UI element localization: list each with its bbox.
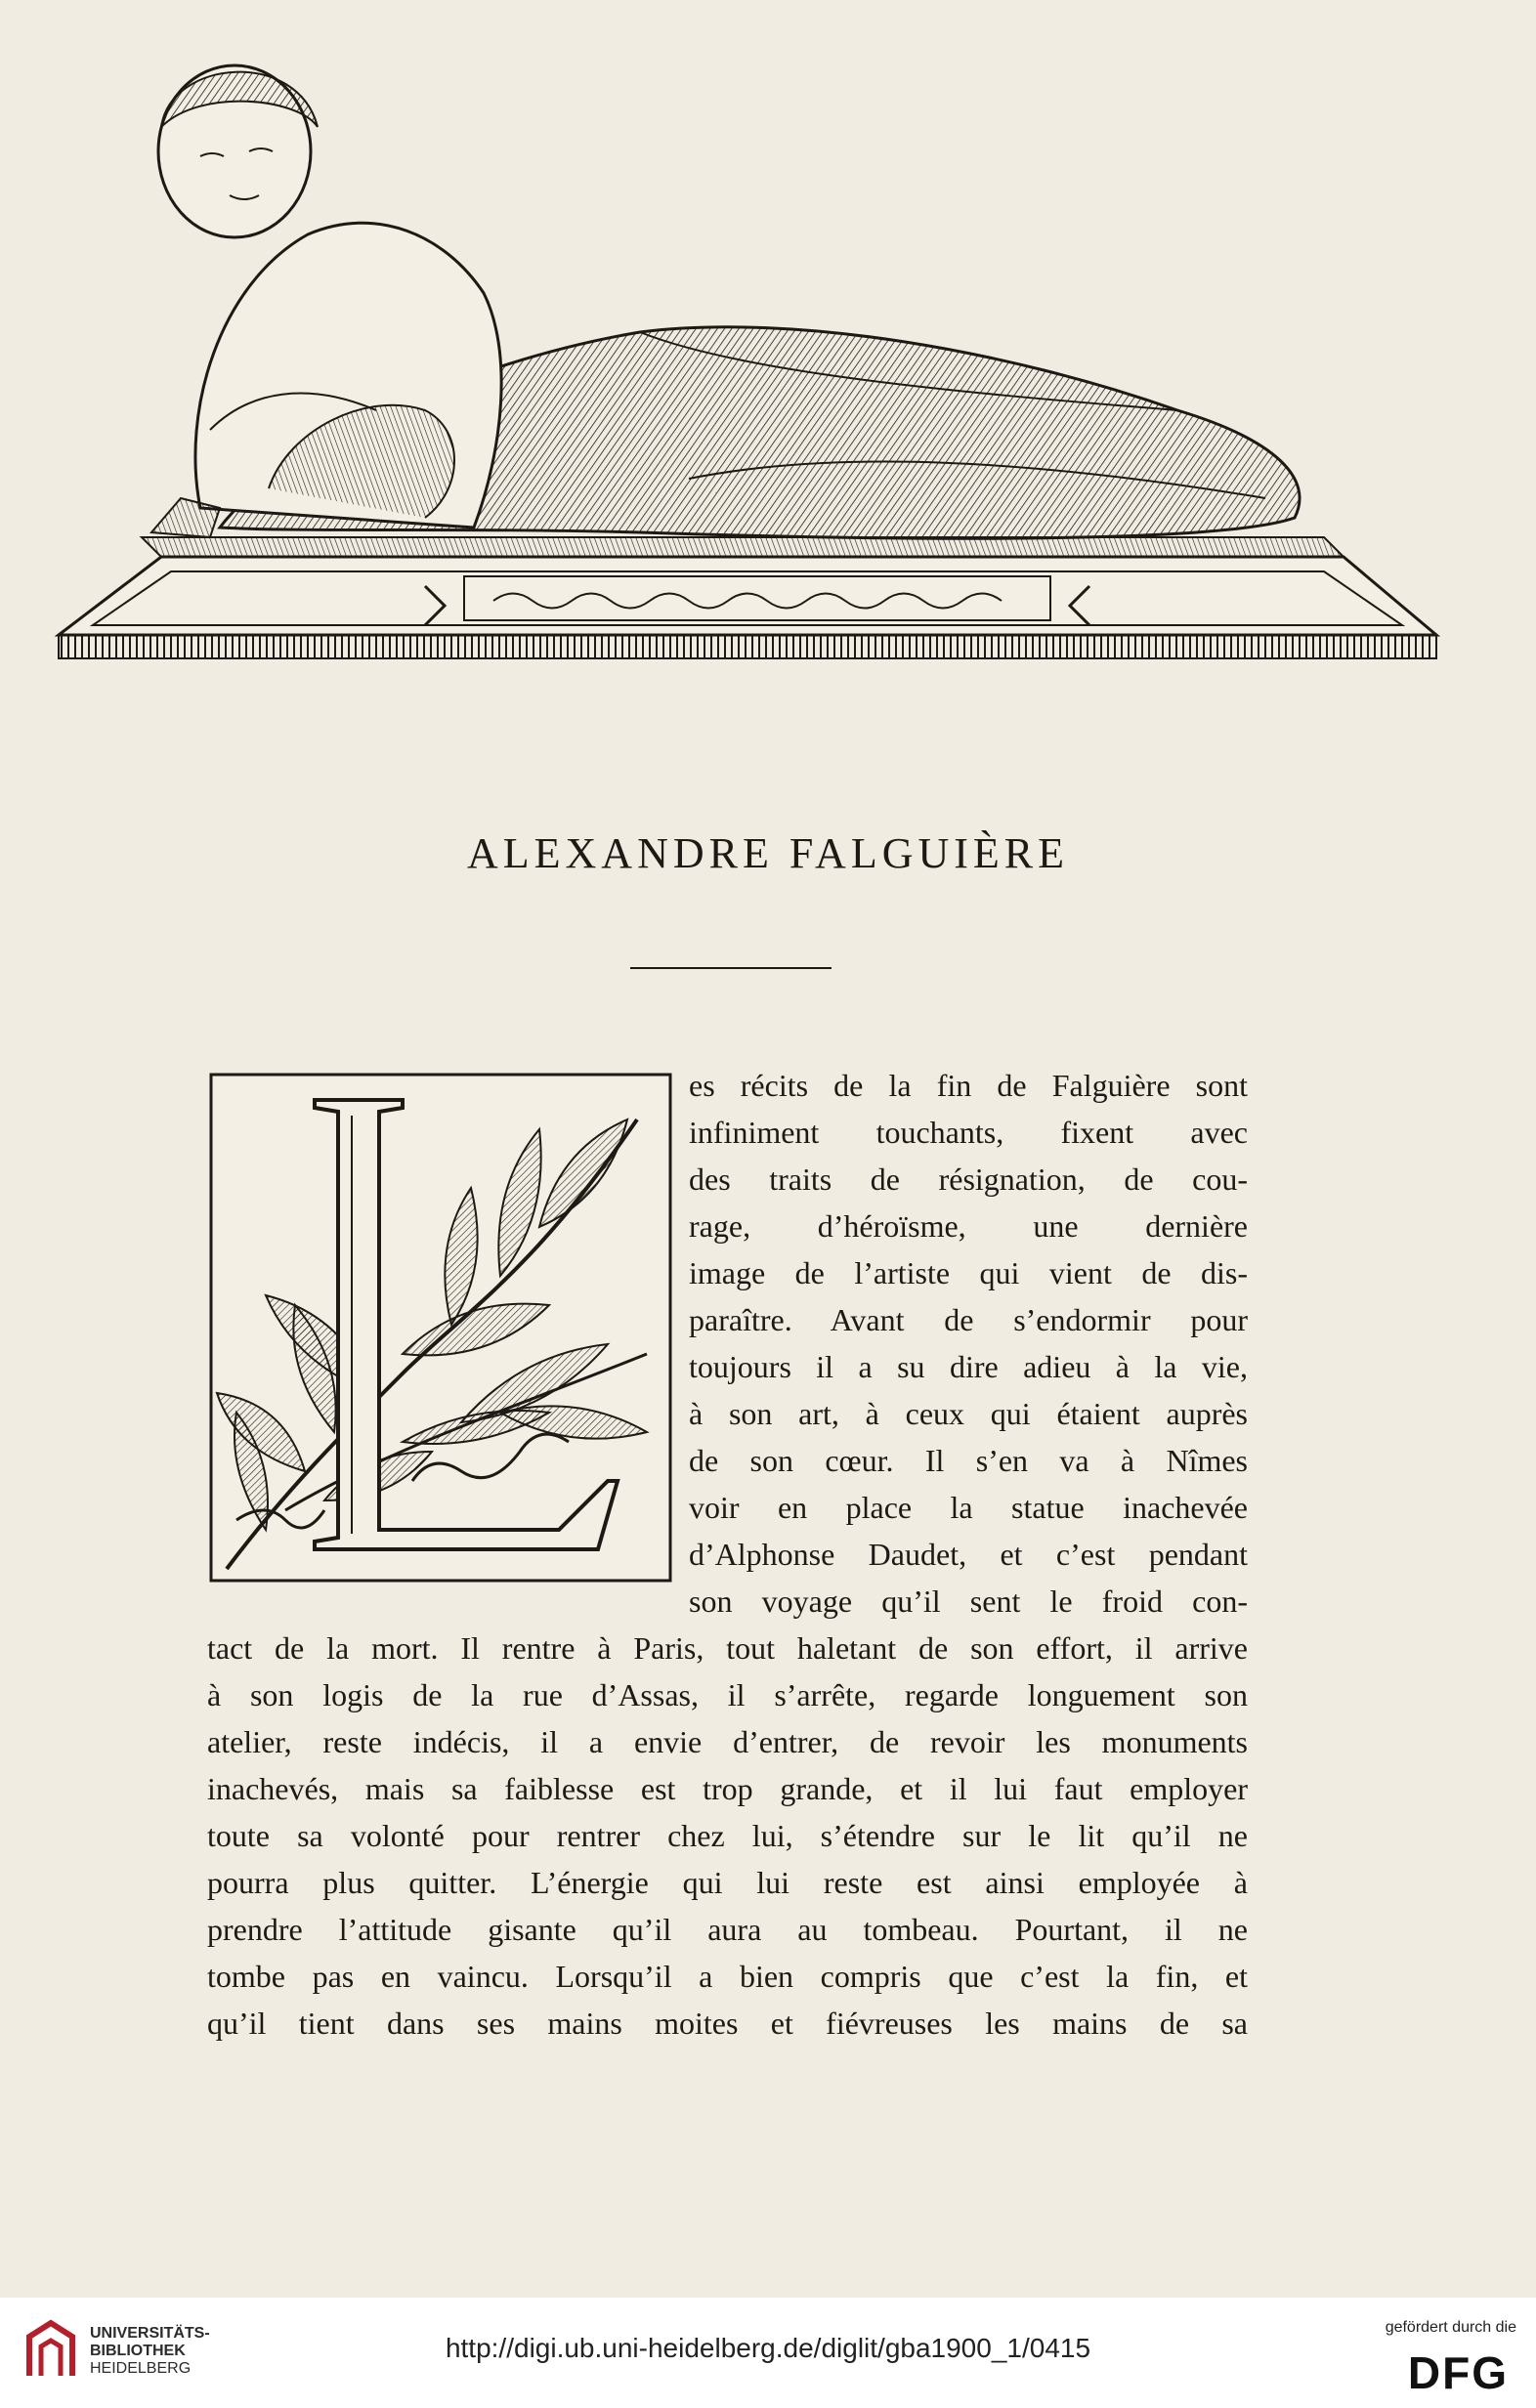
dfg-logo: DFG <box>1407 2347 1509 2398</box>
library-name-line: HEIDELBERG <box>90 2360 192 2377</box>
dropcap-drawing <box>207 1061 674 1584</box>
text-line: image de l’artiste qui vient de dis- <box>689 1255 1248 1290</box>
text-line: rage, d’héroïsme, une dernière <box>689 1208 1248 1244</box>
text-line: inachevés, mais sa faiblesse est trop grande, et il lui faut employer <box>207 1771 1248 1806</box>
ornamental-dropcap <box>207 1061 674 1584</box>
text-line: paraître. Avant de s’endormir pour <box>689 1302 1248 1337</box>
text-line: toute sa volonté pour rentrer chez lui, s’étendre sur le lit qu’il ne <box>207 1818 1248 1853</box>
text-line: toujours il a su dire adieu à la vie, <box>689 1349 1248 1384</box>
sculpture-engraving-drawing <box>54 39 1441 664</box>
text-line: à son logis de la rue d’Assas, il s’arrête, regarde longuement son <box>207 1677 1248 1712</box>
text-line: de son cœur. Il s’en va à Nîmes <box>689 1443 1248 1478</box>
text-line: tact de la mort. Il rentre à Paris, tout haletant de son effort, il arrive <box>207 1630 1248 1666</box>
text-line: prendre l’attitude gisante qu’il aura au tombeau. Pourtant, il ne <box>207 1912 1248 1947</box>
text-line: des traits de résignation, de cou- <box>689 1162 1248 1197</box>
text-line: tombe pas en vaincu. Lorsqu’il a bien compris que c’est la fin, et <box>207 1959 1248 1994</box>
digitization-footer <box>0 2298 1536 2408</box>
article-title: ALEXANDRE FALGUIÈRE <box>466 829 1070 877</box>
text-line: qu’il tient dans ses mains moites et fiévreuses les mains de sa <box>207 2006 1248 2041</box>
text-line: infiniment touchants, fixent avec <box>689 1115 1248 1150</box>
funded-by-label: gefördert durch die <box>1385 2319 1516 2336</box>
permalink-url[interactable]: http://digi.ub.uni-heidelberg.de/diglit/gba1900_1/0415 <box>445 2333 1091 2363</box>
text-line: son voyage qu’il sent le froid con- <box>689 1584 1248 1619</box>
text-line: atelier, reste indécis, il a envie d’entrer, de revoir les monuments <box>207 1724 1248 1759</box>
text-line: voir en place la statue inachevée <box>689 1490 1248 1525</box>
title-rule <box>630 967 832 969</box>
text-line: es récits de la fin de Falguière sont <box>689 1068 1248 1103</box>
sculpture-engraving <box>54 39 1441 664</box>
library-name-line: UNIVERSITÄTS- <box>90 2325 210 2342</box>
text-line: à son art, à ceux qui étaient auprès <box>689 1396 1248 1431</box>
library-name-line: BIBLIOTHEK <box>90 2343 186 2359</box>
text-line: d’Alphonse Daudet, et c’est pendant <box>689 1537 1248 1572</box>
text-line: pourra plus quitter. L’énergie qui lui reste est ainsi employée à <box>207 1865 1248 1900</box>
